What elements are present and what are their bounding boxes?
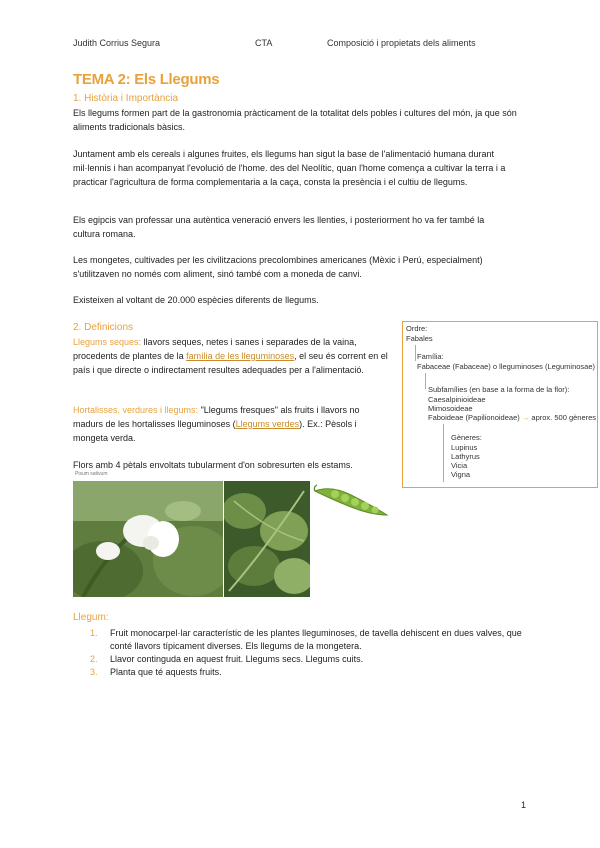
link-leguminous-family[interactable]: família de les lleguminoses [186,351,295,361]
section-1-paragraph-4: Les mongetes, cultivades per les civilitzacions precolombines americanes (Mèxic i Perú, especialment) s'utilitzaven no només com aliment, sinó també com a moneda de canvi. [73,255,483,279]
taxonomy-genus: Vicia [451,461,468,470]
tree-connector [443,424,444,482]
legum-heading: Llegum: [73,612,109,623]
section-1-heading: 1. Història i Importància [73,93,179,104]
section-1-paragraph-5: Existeixen al voltant de 20.000 espècies diferents de llegums. [73,295,319,305]
pea-pod-photo [311,481,391,531]
pea-plant-photo [224,481,310,597]
taxonomy-genus: Vigna [451,470,471,479]
taxonomy-subfamilies-label: Subfamílies (en base a la forma de la flor): [428,385,570,394]
taxonomy-family: Fabaceae (Fabaceae) o lleguminoses (Leguminosae) [417,362,596,371]
list-number: 2. [90,654,98,664]
link-green-legumes[interactable]: Llegums verdes [235,419,300,429]
page-number: 1 [520,800,526,810]
taxonomy-order-label: Ordre: [406,324,428,333]
tree-connector [425,373,426,389]
taxonomy-box [402,321,598,488]
list-item [90,653,530,666]
image-caption: Pisum sativum [75,471,108,477]
header-subject: CTA [255,38,273,48]
list-number: 1. [90,628,98,638]
arrow-right-icon: → [521,413,530,422]
definition-term: Llegums seques: [73,337,142,347]
section-1-paragraph-1: Els llegums formen part de la gastronomia pràcticament de la totalitat dels pobles i cultures del món, ja que són aliments tradicionals bàsics. [73,108,517,132]
definition-fresh-legumes [73,403,391,445]
tree-connector [415,345,416,361]
taxonomy-genera-count: aprox. 500 gèneres [531,413,597,422]
taxonomy-subfamily: Caesalpinioideae [428,395,486,404]
flowers-description: Flors amb 4 pètals envoltats tubularment d'on sobresurten els estams. [73,460,353,470]
definition-text: "Llegums fresques" als fruits i llavors no madurs de les hortalisses lleguminoses ( [73,405,360,429]
legum-definition-list [90,627,530,679]
taxonomy-family-label: Família: [417,352,444,361]
page-title: TEMA 2: Els Llegums [73,71,220,88]
list-item-text: Planta que té aquests fruits. [110,667,222,677]
definition-text-end: , el seu és corrent en el país i que directe o indirectament resultes adequades per a l'alimentació. [73,351,388,375]
pea-flower-photo [73,481,223,597]
list-number: 3. [90,667,98,677]
taxonomy-subfamily: Mimosoideae [428,404,473,413]
header-author: Judith Corrius Segura [73,38,161,48]
section-1-paragraph-2: Juntament amb els cereals i algunes fruites, els llegums han sigut la base de l'alimentació humana durant mil·lennis i han acompanyat l'evolució de l'home. des del Neolític, quan l'home comença a cultivar la terra i a practicar l'agricultura de forma complementaria a la caça, consta la presència i el cultiu de llegums. [73,149,506,187]
section-1-paragraph-3: Els egipcis van professar una autèntica veneració envers les llenties, i posteriorment ho va fer també la cultura romana. [73,215,485,239]
list-item [90,627,530,653]
taxonomy-subfamily-faboideae [428,413,596,423]
definition-text-end: ). Ex.: Pèsols i mongeta verda. [73,419,357,443]
definition-term: Hortalisses, verdures i llegums: [73,405,199,415]
list-item [90,666,530,679]
definition-dry-legumes [73,335,391,377]
taxonomy-genera-label: Gèneres: [451,433,482,442]
taxonomy-subfamily: Faboideae (Papilionoideae) [428,413,520,422]
taxonomy-genus: Lupinus [451,443,478,452]
definition-text: llavors seques, netes i sanes i separades de la vaina, procedents de plantes de la [73,337,357,361]
header-topic: Composició i propietats dels aliments [327,38,476,48]
list-item-text: Fruit monocarpel·lar característic de les plantes lleguminoses, de tavella dehiscent en dues valves, que conté llavors típicament diverses. Els llegums de la mongetera. [110,628,522,651]
list-item-text: Llavor continguda en aquest fruit. Llegums secs. Llegums cuits. [110,654,364,664]
taxonomy-genus: Lathyrus [451,452,480,461]
section-2-heading: 2. Definicions [73,322,134,333]
taxonomy-order: Fabales [406,334,433,343]
